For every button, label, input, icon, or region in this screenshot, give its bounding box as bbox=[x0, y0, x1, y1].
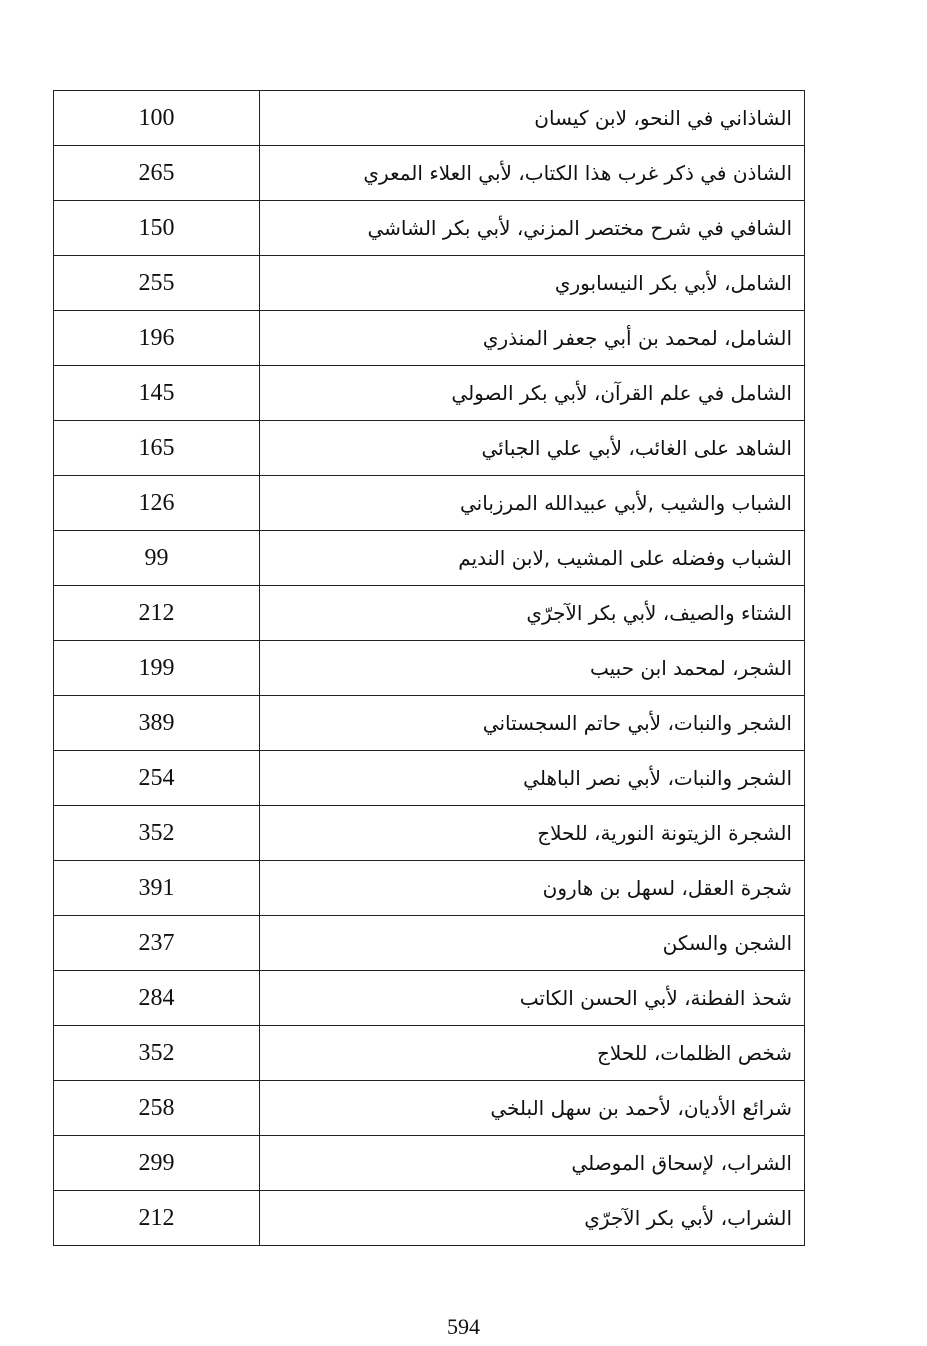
entry-title: الشافي في شرح مختصر المزني، لأبي بكر الشاشي bbox=[260, 201, 805, 256]
table-row bbox=[54, 421, 805, 476]
entry-page-number: 389 bbox=[54, 696, 260, 751]
entry-title: الشتاء والصيف، لأبي بكر الآجرّي bbox=[260, 586, 805, 641]
entry-title: الشجن والسكن bbox=[260, 916, 805, 971]
entry-title: الشباب وفضله على المشيب ,لابن النديم bbox=[260, 531, 805, 586]
entry-page-number: 255 bbox=[54, 256, 260, 311]
table-row bbox=[54, 861, 805, 916]
entry-title: الشراب، لإسحاق الموصلي bbox=[260, 1136, 805, 1191]
entry-page-number: 100 bbox=[54, 91, 260, 146]
entry-title: الشاذاني في النحو، لابن كيسان bbox=[260, 91, 805, 146]
entry-page-number: 212 bbox=[54, 1191, 260, 1246]
entry-page-number: 99 bbox=[54, 531, 260, 586]
table-row bbox=[54, 1136, 805, 1191]
table-row bbox=[54, 531, 805, 586]
table-row bbox=[54, 311, 805, 366]
entry-title: شخص الظلمات، للحلاج bbox=[260, 1026, 805, 1081]
entry-page-number: 258 bbox=[54, 1081, 260, 1136]
index-table bbox=[53, 90, 805, 1246]
table-row bbox=[54, 971, 805, 1026]
table-row bbox=[54, 476, 805, 531]
entry-page-number: 299 bbox=[54, 1136, 260, 1191]
table-row bbox=[54, 1026, 805, 1081]
entry-title: شرائع الأديان، لأحمد بن سهل البلخي bbox=[260, 1081, 805, 1136]
entry-page-number: 284 bbox=[54, 971, 260, 1026]
entry-title: شجرة العقل، لسهل بن هارون bbox=[260, 861, 805, 916]
entry-page-number: 199 bbox=[54, 641, 260, 696]
entry-page-number: 150 bbox=[54, 201, 260, 256]
entry-page-number: 391 bbox=[54, 861, 260, 916]
entry-title: الشراب، لأبي بكر الآجرّي bbox=[260, 1191, 805, 1246]
table-row bbox=[54, 146, 805, 201]
page-number: 594 bbox=[447, 1314, 480, 1339]
table-row bbox=[54, 366, 805, 421]
entry-title: الشجر، لمحمد ابن حبيب bbox=[260, 641, 805, 696]
entry-page-number: 237 bbox=[54, 916, 260, 971]
entry-title: الشجر والنبات، لأبي نصر الباهلي bbox=[260, 751, 805, 806]
table-row bbox=[54, 806, 805, 861]
entry-title: شحذ الفطنة، لأبي الحسن الكاتب bbox=[260, 971, 805, 1026]
entry-title: الشامل، لمحمد بن أبي جعفر المنذري bbox=[260, 311, 805, 366]
table-row bbox=[54, 1191, 805, 1246]
entry-page-number: 352 bbox=[54, 806, 260, 861]
entry-title: الشجرة الزيتونة النورية، للحلاج bbox=[260, 806, 805, 861]
table-row bbox=[54, 1081, 805, 1136]
entry-page-number: 212 bbox=[54, 586, 260, 641]
entry-title: الشباب والشيب ,لأبي عبيدالله المرزباني bbox=[260, 476, 805, 531]
entry-title: الشاذن في ذكر غرب هذا الكتاب، لأبي العلاء المعري bbox=[260, 146, 805, 201]
entry-title: الشامل في علم القرآن، لأبي بكر الصولي bbox=[260, 366, 805, 421]
entry-page-number: 254 bbox=[54, 751, 260, 806]
entry-page-number: 196 bbox=[54, 311, 260, 366]
entry-page-number: 145 bbox=[54, 366, 260, 421]
entry-page-number: 352 bbox=[54, 1026, 260, 1081]
table-row bbox=[54, 751, 805, 806]
entry-page-number: 265 bbox=[54, 146, 260, 201]
entry-title: الشجر والنبات، لأبي حاتم السجستاني bbox=[260, 696, 805, 751]
table-row bbox=[54, 696, 805, 751]
table-row bbox=[54, 916, 805, 971]
table-row bbox=[54, 91, 805, 146]
entry-title: الشاهد على الغائب، لأبي علي الجبائي bbox=[260, 421, 805, 476]
table-row bbox=[54, 586, 805, 641]
entry-page-number: 126 bbox=[54, 476, 260, 531]
table-row bbox=[54, 201, 805, 256]
table-row bbox=[54, 256, 805, 311]
index-table-body bbox=[54, 91, 805, 1246]
entry-page-number: 165 bbox=[54, 421, 260, 476]
table-row bbox=[54, 641, 805, 696]
entry-title: الشامل، لأبي بكر النيسابوري bbox=[260, 256, 805, 311]
